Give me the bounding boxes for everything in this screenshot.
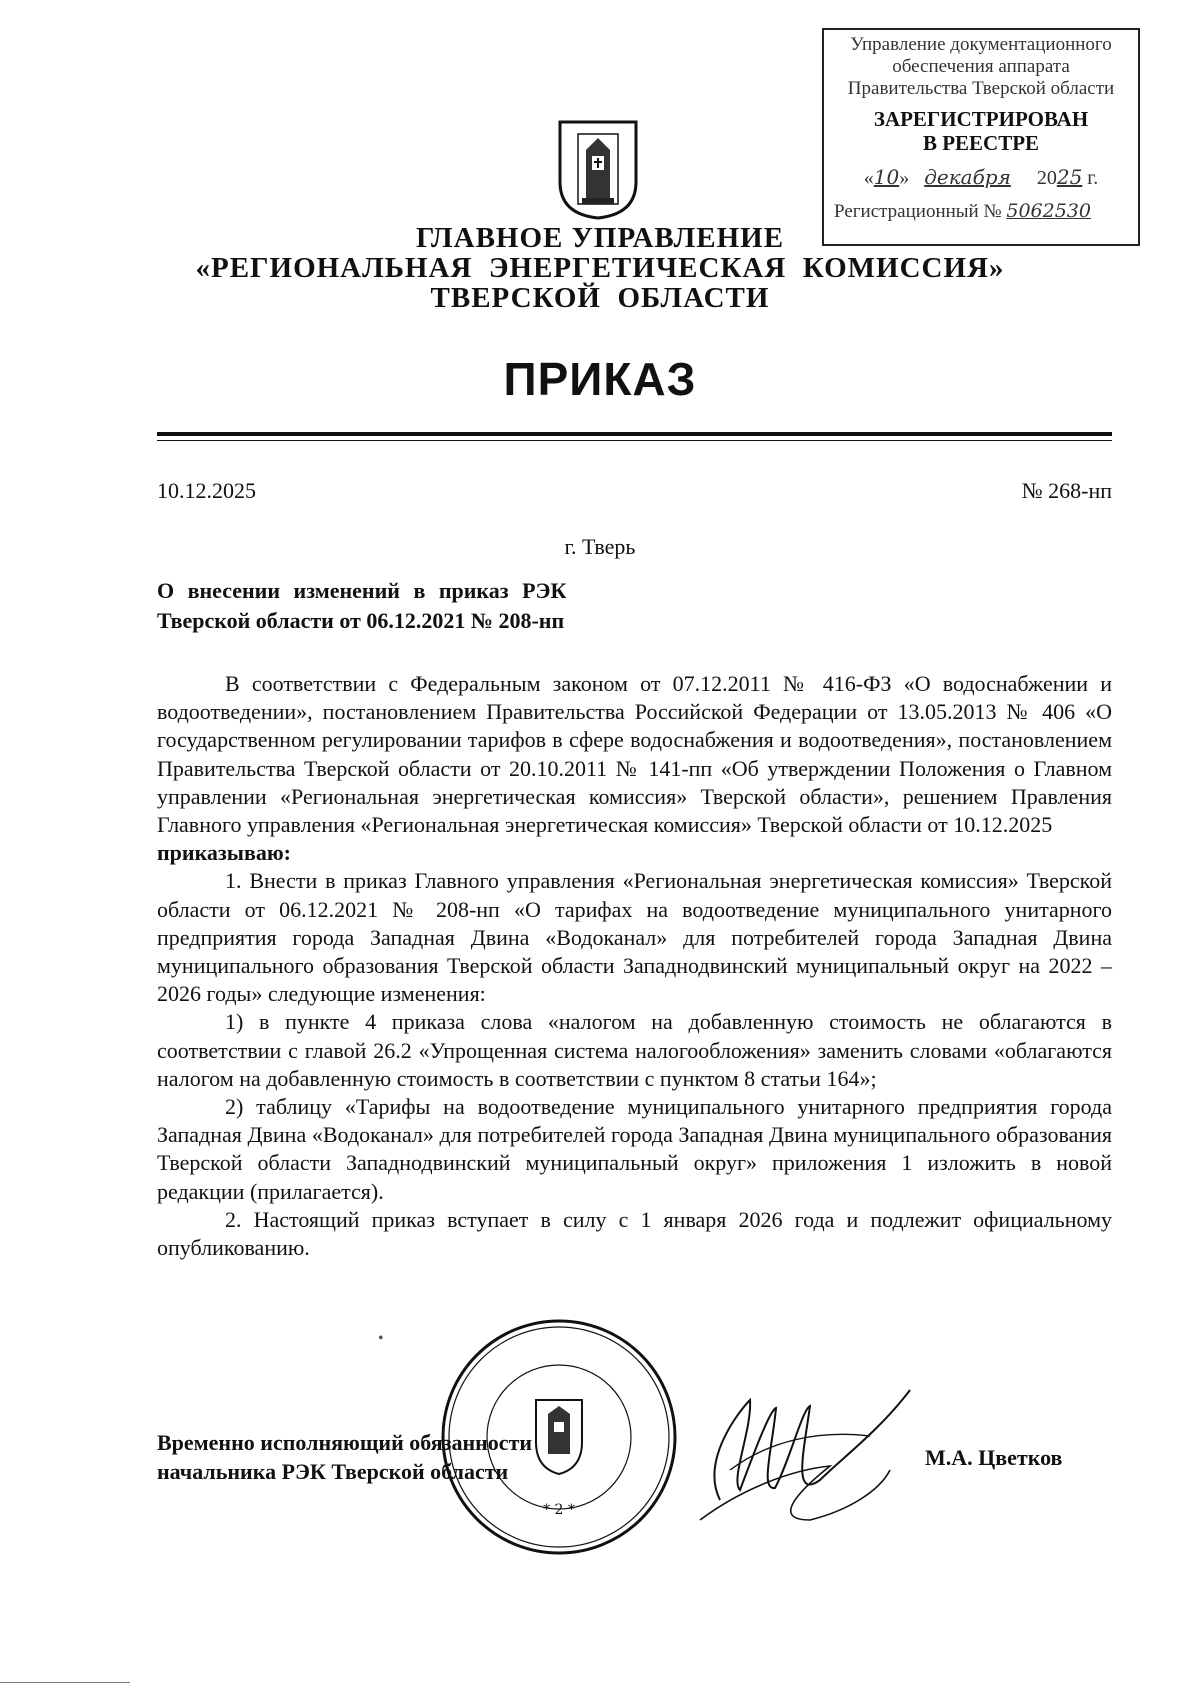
org-name-line3: ТВЕРСКОЙ ОБЛАСТИ bbox=[430, 282, 770, 314]
signatory-name: М.А. Цветков bbox=[925, 1445, 1063, 1470]
coat-of-arms-icon bbox=[558, 120, 638, 220]
document-body bbox=[157, 670, 1112, 1262]
body-order-word: приказываю: bbox=[157, 840, 291, 866]
body-item-1: 1. Внести в приказ Главного управления «Региональная энергетическая комиссия» Тверской области от 06.12.2021 № 208-нп «О тарифах на водоотведение муниципального унитарного предприятия города Западная Двина «Водоканал» для потребителей города Западная Двина муниципального образования Тверской области Западнодвинский муниципальный округ на 2022 – 2026 годы» следующие изменения: bbox=[157, 868, 1112, 1007]
stamp-registration-date: «10» декабря 2025 г. bbox=[863, 165, 1099, 189]
stamp-dept-line1: Управление документационного bbox=[850, 34, 1112, 55]
subject-line1: О внесении изменений в приказ РЭК bbox=[157, 578, 567, 603]
body-item-1-1: 1) в пункте 4 приказа слова «налогом на добавленную стоимость не облагаются в соответствии с главой 26.2 «Упрощенная система налогообложения» заменить словами «облагаются налогом на добавленную стоимость в соответствии с пунктом 8 статьи 164»; bbox=[157, 1009, 1112, 1091]
stamp-date-year-prefix: 20 bbox=[1036, 167, 1057, 189]
header-divider-thick bbox=[157, 432, 1112, 436]
body-item-2: 2. Настоящий приказ вступает в силу с 1 января 2026 года и подлежит официальному опубликованию. bbox=[157, 1206, 1112, 1261]
document-subject bbox=[157, 576, 677, 636]
header-divider-thin bbox=[157, 440, 1112, 441]
registration-stamp bbox=[822, 28, 1140, 246]
position-line2: начальника РЭК Тверской области bbox=[157, 1459, 509, 1484]
stamp-registered-line2: В РЕЕСТРЕ bbox=[922, 131, 1040, 155]
stamp-reg-label: Регистрационный № bbox=[834, 201, 1002, 222]
subject-line2: Тверской области от 06.12.2021 № 208-нп bbox=[157, 608, 565, 633]
stamp-date-year-letter: г. bbox=[1087, 167, 1099, 189]
stamp-dept-line2: обеспечения аппарата bbox=[892, 56, 1070, 77]
stamp-reg-number: 5062530 bbox=[1006, 200, 1091, 222]
svg-text:* 2 *: * 2 * bbox=[543, 1502, 575, 1518]
signatory-position bbox=[157, 1428, 597, 1486]
handwritten-signature-icon bbox=[680, 1370, 940, 1540]
position-line1: Временно исполняющий обязанности bbox=[157, 1430, 533, 1455]
document-city: г. Тверь bbox=[564, 534, 636, 559]
document-title: ПРИКАЗ bbox=[503, 353, 697, 405]
body-item-1-2: 2) таблицу «Тарифы на водоотведение муниципального унитарного предприятия города Западная Двина «Водоканал» для потребителей города Западная Двина муниципального образования Тверской области Западнодвинский муниципальный округ» приложения 1 изложить в новой редакции (прилагается). bbox=[157, 1094, 1112, 1204]
body-preamble: В соответствии с Федеральным законом от 07.12.2011 № 416-ФЗ «О водоснабжении и водоотведении», постановлением Правительства Российской Федерации от 13.05.2013 № 406 «О государственном регулировании тарифов в сфере водоснабжения и водоотведения», постановлением Правительства Тверской области от 20.10.2011 № 141-пп «Об утверждении Положения о Главном управлении «Региональная энергетическая комиссия» Тверской области», решением Правления Главного управления «Региональная энергетическая комиссия» Тверской области от 10.12.2025 bbox=[157, 671, 1112, 838]
stamp-registered-line1: ЗАРЕГИСТРИРОВАН bbox=[873, 107, 1089, 131]
org-name-line2: «РЕГИОНАЛЬНАЯ ЭНЕРГЕТИЧЕСКАЯ КОМИССИЯ» bbox=[195, 252, 1005, 284]
stamp-registration-number bbox=[824, 200, 1138, 223]
stamp-date-month: декабря bbox=[924, 165, 1011, 189]
ink-speck: • bbox=[378, 1330, 384, 1347]
stamp-date-year-suffix: 25 bbox=[1056, 165, 1083, 189]
page-bottom-mark bbox=[0, 1682, 130, 1683]
stamp-dept-line3: Правительства Тверской области bbox=[847, 78, 1115, 99]
document-number: № 268-нп bbox=[1021, 478, 1112, 503]
stamp-date-day: 10 bbox=[873, 165, 900, 189]
org-name-line1: ГЛАВНОЕ УПРАВЛЕНИЕ bbox=[415, 222, 785, 254]
document-date: 10.12.2025 bbox=[157, 478, 256, 503]
